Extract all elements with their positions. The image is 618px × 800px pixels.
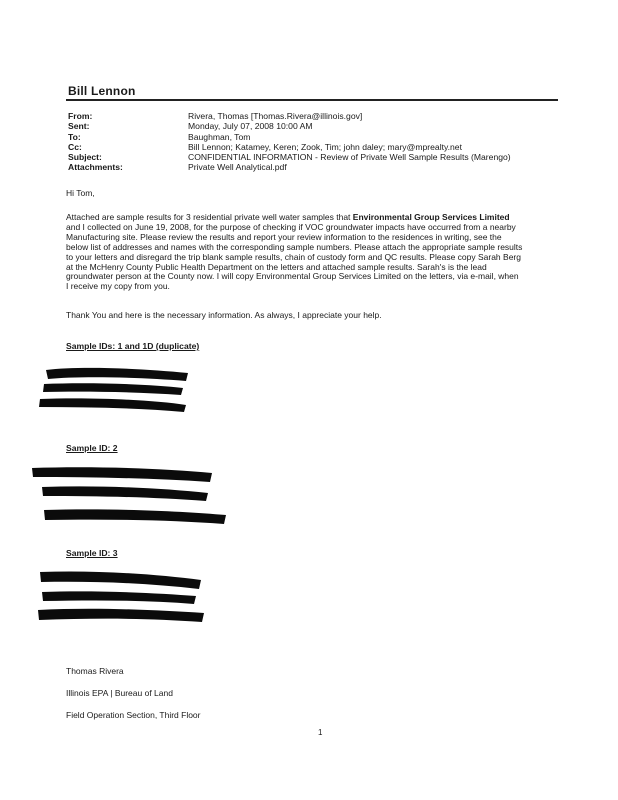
sample-heading-2: Sample ID: 2 [66,443,118,453]
redaction-block-2 [30,464,230,526]
body-paragraph [66,213,586,292]
closing-paragraph: Thank You and here is the necessary information. As always, I appreciate your help. [66,310,382,320]
header-rule [66,99,558,101]
body-line: to your letters and disregard the trip blank sample results, chain of custody form and QC results. Please copy Sarah Berg [66,251,521,262]
header-label: Sent: [68,121,90,132]
email-header [68,111,511,173]
header-value: Rivera, Thomas [Thomas.Rivera@illinois.gov] [188,111,363,121]
header-value: CONFIDENTIAL INFORMATION - Review of Private Well Sample Results (Marengo) [188,152,511,163]
header-label: To: [68,131,81,142]
signature-section: Field Operation Section, Third Floor [66,710,201,720]
header-value: Bill Lennon; Katamey, Keren; Zook, Tim; john daley; mary@mprealty.net [188,141,462,152]
page-number: 1 [318,728,323,737]
body-line: and I collected on June 19, 2008, for the purpose of checking if VOC groundwater impacts have occurred from a nearby [66,221,516,232]
body-line: at the McHenry County Public Health Department on the letters and attached sample results. Sarah's is the lead [66,261,487,272]
signature-name: Thomas Rivera [66,666,124,676]
header-row-cc [68,142,511,152]
header-row-subject [68,152,511,162]
signature-agency: Illinois EPA | Bureau of Land [66,688,173,698]
header-row-sent [68,121,511,131]
header-value: Private Well Analytical.pdf [188,162,287,173]
sender-name: Bill Lennon [68,84,136,98]
body-line: Manufacturing site. Please review the results and report your review information to the residences in writing, see the [66,231,502,242]
header-label: From: [68,111,93,121]
header-label: Subject: [68,152,102,163]
body-line: I receive my copy from you. [66,281,170,292]
header-row-attachments [68,162,511,172]
body-line-text: Attached are sample results for 3 residential private well water samples that [66,212,353,222]
sample-heading-1: Sample IDs: 1 and 1D (duplicate) [66,341,200,351]
redaction-block-3 [36,566,216,626]
header-value: Baughman, Tom [188,131,251,142]
sample-heading-3: Sample ID: 3 [66,548,118,558]
company-name: Environmental Group Services Limited [352,212,510,222]
header-label: Cc: [68,141,82,152]
body-line: below list of addresses and names with the corresponding sample numbers. Please attach the appropriate sample results [66,241,523,252]
header-row-to [68,132,511,142]
body-line: groundwater person at the County now. I will copy Environmental Group Services Limited on the letters, via e-mail, when [66,271,519,282]
header-value: Monday, July 07, 2008 10:00 AM [188,121,313,132]
redaction-block-1 [38,364,198,414]
header-row-from [68,111,511,121]
greeting: Hi Tom, [66,188,95,198]
header-label: Attachments: [68,162,123,173]
